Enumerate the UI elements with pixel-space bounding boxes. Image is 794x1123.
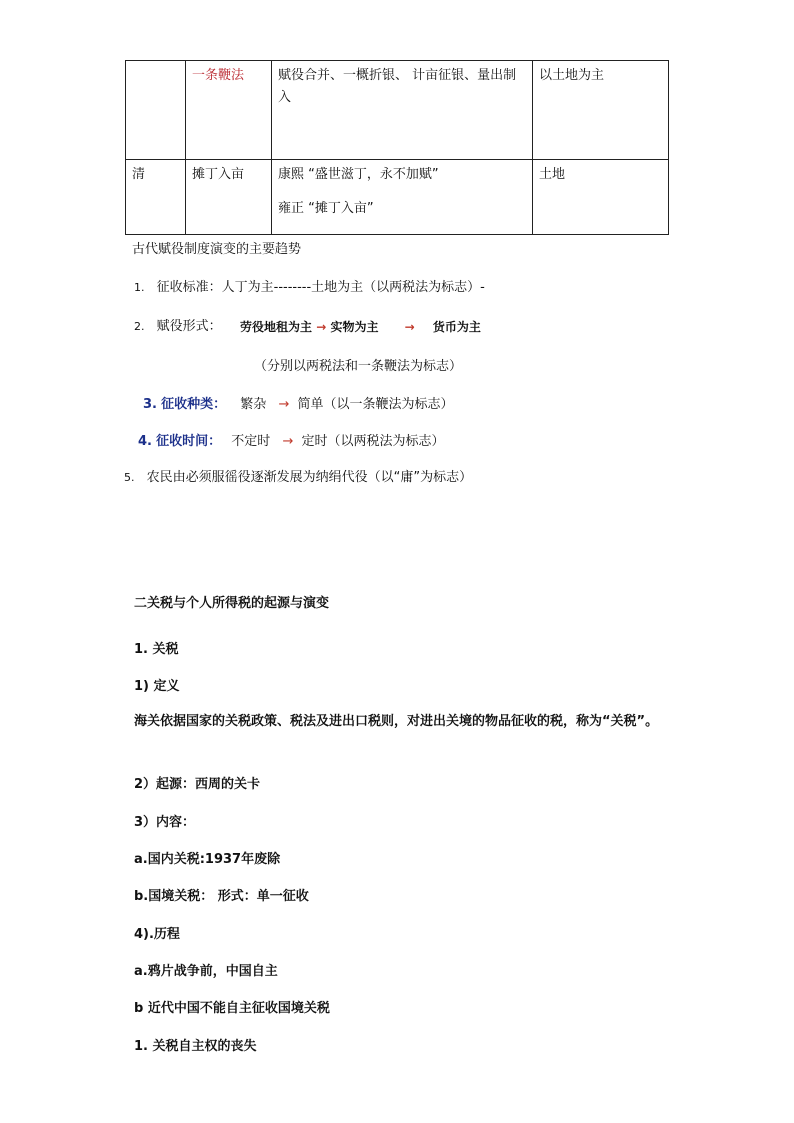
origin-line: 2）起源：西周的关卡 (134, 777, 261, 792)
arrow-right-icon: → (404, 320, 415, 334)
content-line: 雍正 “摊丁入亩” (278, 201, 374, 216)
content-item-b: b.国境关税： 形式：单一征收 (134, 889, 309, 904)
trend-note-2: （分别以两税法和一条鞭法为标志） (254, 359, 463, 374)
subsection-heading: 1. 关税 (134, 642, 179, 657)
definition-paragraph: 海关依据国家的关税政策、税法及进出口税则，对进出关境的物品征收的税，称为“关税”。 (134, 714, 659, 729)
trend-item-2 (134, 315, 222, 334)
table-row (126, 61, 669, 160)
trend-label: 征收种类： (161, 397, 227, 412)
content-item-a: a.国内关税:1937年废除 (134, 852, 281, 867)
flow-step: 货币为主 (432, 320, 481, 334)
trend-label: 赋役形式： (156, 319, 222, 334)
tax-system-table (125, 60, 669, 235)
list-number: 1. (134, 281, 145, 294)
section-title: 二关税与个人所得税的起源与演变 (134, 596, 330, 611)
arrow-right-icon: → (278, 397, 290, 412)
standard-cell: 土地 (533, 160, 669, 235)
content-cell: 赋役合并、一概折银、 计亩征银、量出制入 (272, 61, 533, 160)
flow-step: 定时（以两税法为标志） (301, 434, 445, 449)
list-number: 2. (134, 320, 145, 333)
subsection-heading: 1) 定义 (134, 679, 180, 694)
content-heading: 3）内容： (134, 815, 196, 830)
trends-heading: 古代赋役制度演变的主要趋势 (132, 242, 302, 257)
table-row (126, 160, 669, 235)
trend-item-3 (143, 393, 454, 412)
policy-cell: 一条鞭法 (186, 61, 272, 160)
history-item-b: b 近代中国不能自主征收国境关税 (134, 1001, 330, 1016)
list-number: 5. (124, 471, 135, 484)
trend-item-4 (138, 430, 445, 449)
list-number: 4. (138, 434, 152, 449)
history-item-a: a.鸦片战争前，中国自主 (134, 964, 278, 979)
flow-step: 实物为主 (330, 320, 379, 334)
loss-heading: 1. 关税自主权的丧失 (134, 1039, 257, 1054)
flow-step: 简单（以一条鞭法为标志） (297, 397, 454, 412)
trend-item-1 (134, 276, 485, 295)
dynasty-cell: 清 (126, 160, 186, 235)
trend-text: 征收标准：人丁为主--------土地为主（以两税法为标志）- (156, 280, 485, 295)
list-number: 3. (143, 397, 157, 412)
trend-flow-2 (240, 318, 481, 335)
content-line: 康熙 “盛世滋丁，永不加赋” (278, 167, 439, 182)
standard-cell: 以土地为主 (533, 61, 669, 160)
content-cell (272, 160, 533, 235)
flow-step: 不定时 (231, 434, 271, 449)
flow-step: 繁杂 (240, 397, 267, 412)
trend-label: 征收时间： (156, 434, 222, 449)
arrow-right-icon: → (316, 320, 327, 334)
arrow-right-icon: → (282, 434, 294, 449)
dynasty-cell (126, 61, 186, 160)
trend-text: 农民由必须服徭役逐渐发展为纳绢代役（以“庸”为标志） (146, 470, 473, 485)
flow-step: 劳役地租为主 (240, 320, 313, 334)
policy-cell: 摊丁入亩 (186, 160, 272, 235)
history-heading: 4).历程 (134, 927, 180, 942)
trend-item-5 (124, 466, 472, 485)
